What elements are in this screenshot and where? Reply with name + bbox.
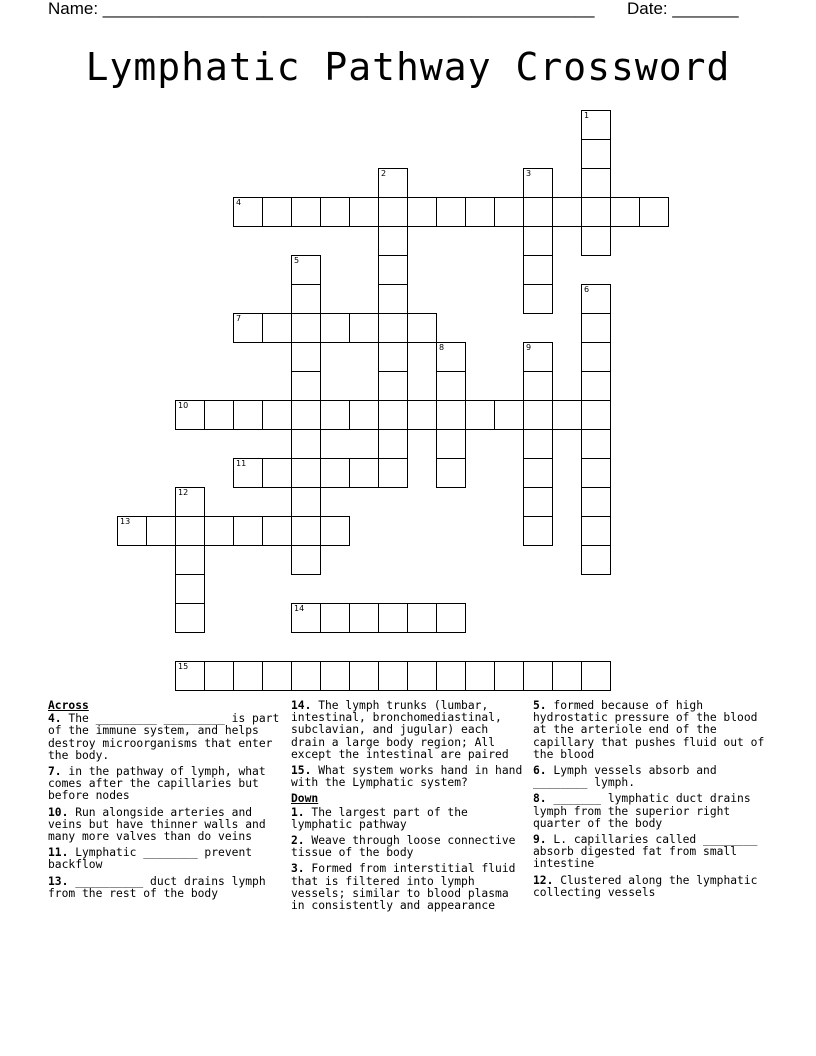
clue-number: 14 [294, 604, 305, 613]
crossword-cell[interactable] [117, 516, 147, 546]
crossword-cell[interactable] [233, 400, 263, 430]
crossword-cell[interactable] [349, 458, 379, 488]
crossword-cell[interactable] [146, 516, 176, 546]
crossword-cell[interactable] [581, 545, 611, 575]
crossword-cell[interactable] [291, 371, 321, 401]
clue-item-text: in the pathway of lymph, what comes after the capillaries but before nodes [48, 765, 266, 803]
clue-number: 5 [294, 256, 300, 265]
down-clue-list-continued [533, 700, 769, 899]
crossword-cell[interactable] [523, 168, 553, 198]
crossword-cell[interactable] [291, 342, 321, 372]
crossword-cell[interactable] [639, 197, 669, 227]
clue-item-number: 2. [291, 834, 305, 848]
crossword-cell[interactable] [349, 197, 379, 227]
crossword-cell[interactable] [262, 458, 292, 488]
crossword-cell[interactable] [175, 487, 205, 517]
clue-number: 10 [178, 401, 189, 410]
clue-column-1 [48, 700, 284, 904]
crossword-cell[interactable] [436, 603, 466, 633]
crossword-cell[interactable] [204, 516, 234, 546]
crossword-cell[interactable] [581, 400, 611, 430]
clue-item-text: Lymph vessels absorb and ________ lymph. [533, 764, 717, 790]
crossword-cell[interactable] [262, 516, 292, 546]
crossword-cell[interactable] [291, 255, 321, 285]
clue-number: 15 [178, 662, 189, 671]
crossword-cell[interactable] [407, 661, 437, 691]
crossword-cell[interactable] [523, 342, 553, 372]
clue-item [291, 835, 527, 859]
crossword-cell[interactable] [291, 545, 321, 575]
crossword-cell[interactable] [233, 197, 263, 227]
crossword-cell[interactable] [465, 197, 495, 227]
crossword-cell[interactable] [204, 661, 234, 691]
crossword-cell[interactable] [320, 400, 350, 430]
crossword-cell[interactable] [523, 661, 553, 691]
crossword-cell[interactable] [175, 516, 205, 546]
clue-item [291, 807, 527, 831]
crossword-cell[interactable] [494, 400, 524, 430]
crossword-cell[interactable] [581, 429, 611, 459]
clue-item [533, 700, 769, 761]
crossword-cell[interactable] [262, 661, 292, 691]
clue-number: 13 [120, 517, 131, 526]
clue-item-text: formed because of high hydrostatic pressure of the blood at the arteriole end of the capillary that pushes fluid out of the blood [533, 699, 765, 761]
crossword-cell[interactable] [320, 603, 350, 633]
crossword-cell[interactable] [523, 197, 553, 227]
crossword-cell[interactable] [465, 400, 495, 430]
clue-number: 4 [236, 198, 242, 207]
crossword-cell[interactable] [378, 603, 408, 633]
clue-item-number: 8. [533, 792, 547, 806]
clue-item-number: 5. [533, 699, 547, 712]
clue-item-text: What system works hand in hand with the Lymphatic system? [291, 764, 523, 790]
crossword-cell[interactable] [407, 197, 437, 227]
clue-column-2 [291, 700, 527, 916]
clue-item [533, 765, 769, 789]
crossword-cell[interactable] [581, 661, 611, 691]
crossword-cell[interactable] [291, 487, 321, 517]
clue-item-number: 11. [48, 846, 69, 860]
clue-number: 1 [584, 111, 590, 120]
crossword-cell[interactable] [494, 661, 524, 691]
down-heading: Down [291, 792, 319, 806]
clue-item-number: 10. [48, 805, 69, 819]
crossword-cell[interactable] [233, 313, 263, 343]
crossword-cell[interactable] [407, 603, 437, 633]
clue-item-text: Weave through loose connective tissue of the body [291, 834, 516, 860]
crossword-cell[interactable] [523, 400, 553, 430]
clue-item [291, 765, 527, 789]
date-field-label: Date: _______ [627, 0, 739, 18]
crossword-cell[interactable] [581, 371, 611, 401]
crossword-cell[interactable] [233, 661, 263, 691]
crossword-cell[interactable] [436, 197, 466, 227]
crossword-cell[interactable] [320, 197, 350, 227]
crossword-cell[interactable] [523, 255, 553, 285]
crossword-cell[interactable] [436, 661, 466, 691]
crossword-cell[interactable] [175, 574, 205, 604]
clue-number: 7 [236, 314, 242, 323]
clue-item [48, 847, 284, 871]
crossword-cell[interactable] [320, 313, 350, 343]
clue-item-text: __________ duct drains lymph from the rest of the body [48, 874, 266, 900]
crossword-cell[interactable] [581, 458, 611, 488]
crossword-cell[interactable] [581, 284, 611, 314]
clue-column-3 [533, 700, 769, 903]
clue-item-number: 4. [48, 712, 62, 726]
across-clue-list [48, 713, 284, 900]
clue-number: 2 [381, 169, 387, 178]
crossword-cell[interactable] [378, 168, 408, 198]
crossword-cell[interactable] [378, 284, 408, 314]
crossword-cell[interactable] [436, 400, 466, 430]
crossword-cell[interactable] [291, 400, 321, 430]
crossword-cell[interactable] [465, 661, 495, 691]
crossword-cell[interactable] [494, 197, 524, 227]
crossword-cell[interactable] [262, 313, 292, 343]
crossword-cell[interactable] [378, 342, 408, 372]
clue-item-number: 15. [291, 764, 312, 778]
crossword-cell[interactable] [320, 458, 350, 488]
crossword-cell[interactable] [320, 516, 350, 546]
clue-item [533, 793, 769, 830]
crossword-cell[interactable] [378, 226, 408, 256]
crossword-cell[interactable] [378, 400, 408, 430]
clue-number: 11 [236, 459, 247, 468]
crossword-cell[interactable] [581, 516, 611, 546]
crossword-cell[interactable] [349, 661, 379, 691]
clue-item-number: 6. [533, 764, 547, 778]
clue-item-text: The _________ _________ is part of the immune system, and helps destroy microorganisms that enter the body. [48, 712, 280, 762]
clue-item [291, 863, 527, 912]
crossword-cell[interactable] [407, 313, 437, 343]
crossword-cell[interactable] [581, 139, 611, 169]
page-title: Lymphatic Pathway Crossword [85, 45, 731, 89]
across-clue-list-continued [291, 700, 527, 789]
crossword-cell[interactable] [291, 516, 321, 546]
clue-item-text: The lymph trunks (lumbar, intestinal, bronchomediastinal, subclavian, and jugular) each drain a large body region; All except the intestinal are paired [291, 699, 509, 761]
crossword-cell[interactable] [523, 429, 553, 459]
clue-item [48, 876, 284, 900]
crossword-cell[interactable] [291, 429, 321, 459]
crossword-cell[interactable] [291, 197, 321, 227]
crossword-cell[interactable] [378, 197, 408, 227]
crossword-cell[interactable] [610, 197, 640, 227]
crossword-cell[interactable] [175, 400, 205, 430]
clue-item-text: L. capillaries called ________ absorb digested fat from small intestine [533, 833, 758, 871]
crossword-cell[interactable] [523, 371, 553, 401]
crossword-cell[interactable] [378, 371, 408, 401]
clue-item-text: Clustered along the lymphatic collecting vessels [533, 873, 758, 899]
clue-item-text: _______ lymphatic duct drains lymph from the superior right quarter of the body [533, 792, 751, 830]
clue-item [48, 713, 284, 762]
crossword-cell[interactable] [523, 458, 553, 488]
crossword-cell[interactable] [523, 516, 553, 546]
crossword-cell[interactable] [349, 603, 379, 633]
crossword-cell[interactable] [175, 545, 205, 575]
clue-item [533, 875, 769, 899]
crossword-cell[interactable] [378, 458, 408, 488]
clue-item [48, 807, 284, 844]
crossword-cell[interactable] [523, 487, 553, 517]
crossword-cell[interactable] [291, 661, 321, 691]
clue-item [291, 700, 527, 761]
crossword-cell[interactable] [581, 168, 611, 198]
crossword-cell[interactable] [523, 284, 553, 314]
crossword-cell[interactable] [436, 429, 466, 459]
clue-number: 6 [584, 285, 590, 294]
crossword-cell[interactable] [291, 284, 321, 314]
crossword-cell[interactable] [320, 661, 350, 691]
crossword-cell[interactable] [262, 400, 292, 430]
clue-item-number: 3. [291, 862, 305, 876]
crossword-cell[interactable] [581, 313, 611, 343]
crossword-cell[interactable] [233, 458, 263, 488]
clue-item [533, 834, 769, 871]
clue-item-text: Lymphatic ________ prevent backflow [48, 846, 253, 872]
crossword-cell[interactable] [581, 226, 611, 256]
clue-item-number: 12. [533, 873, 554, 887]
clue-item-number: 7. [48, 765, 62, 779]
crossword-cell[interactable] [378, 255, 408, 285]
crossword-cell[interactable] [291, 458, 321, 488]
clue-item-number: 14. [291, 699, 312, 712]
crossword-cell[interactable] [436, 371, 466, 401]
clue-number: 3 [526, 169, 532, 178]
crossword-cell[interactable] [204, 400, 234, 430]
crossword-cell[interactable] [552, 400, 582, 430]
crossword-cell[interactable] [523, 226, 553, 256]
crossword-cell[interactable] [552, 197, 582, 227]
crossword-cell[interactable] [378, 429, 408, 459]
crossword-cell[interactable] [378, 313, 408, 343]
clue-item-number: 1. [291, 805, 305, 819]
clue-item-number: 13. [48, 874, 69, 888]
clue-number: 8 [439, 343, 445, 352]
clue-number: 12 [178, 488, 189, 497]
crossword-cell[interactable] [581, 110, 611, 140]
crossword-cell[interactable] [349, 400, 379, 430]
crossword-cell[interactable] [349, 313, 379, 343]
clue-number: 9 [526, 343, 532, 352]
crossword-cell[interactable] [552, 661, 582, 691]
crossword-cell[interactable] [291, 313, 321, 343]
crossword-cell[interactable] [262, 197, 292, 227]
clue-item-text: The largest part of the lymphatic pathway [291, 805, 468, 831]
crossword-cell[interactable] [175, 603, 205, 633]
crossword-cell[interactable] [175, 661, 205, 691]
crossword-cell[interactable] [436, 458, 466, 488]
clue-item-text: Run alongside arteries and veins but have thinner walls and many more valves than do veins [48, 805, 266, 844]
clue-item-number: 9. [533, 833, 547, 847]
crossword-cell[interactable] [436, 342, 466, 372]
across-heading: Across [48, 699, 89, 712]
crossword-cell[interactable] [378, 661, 408, 691]
clue-item [48, 766, 284, 803]
down-clue-list [291, 807, 527, 913]
clue-item-text: Formed from interstitial fluid that is filtered into lymph vessels; similar to blood plasma in consistently and appearance [291, 862, 516, 913]
crossword-cell[interactable] [291, 603, 321, 633]
crossword-cell[interactable] [407, 400, 437, 430]
crossword-cell[interactable] [581, 487, 611, 517]
name-field-label: Name: ____________________________________________________ [48, 0, 595, 18]
crossword-cell[interactable] [581, 197, 611, 227]
crossword-cell[interactable] [581, 342, 611, 372]
crossword-cell[interactable] [233, 516, 263, 546]
